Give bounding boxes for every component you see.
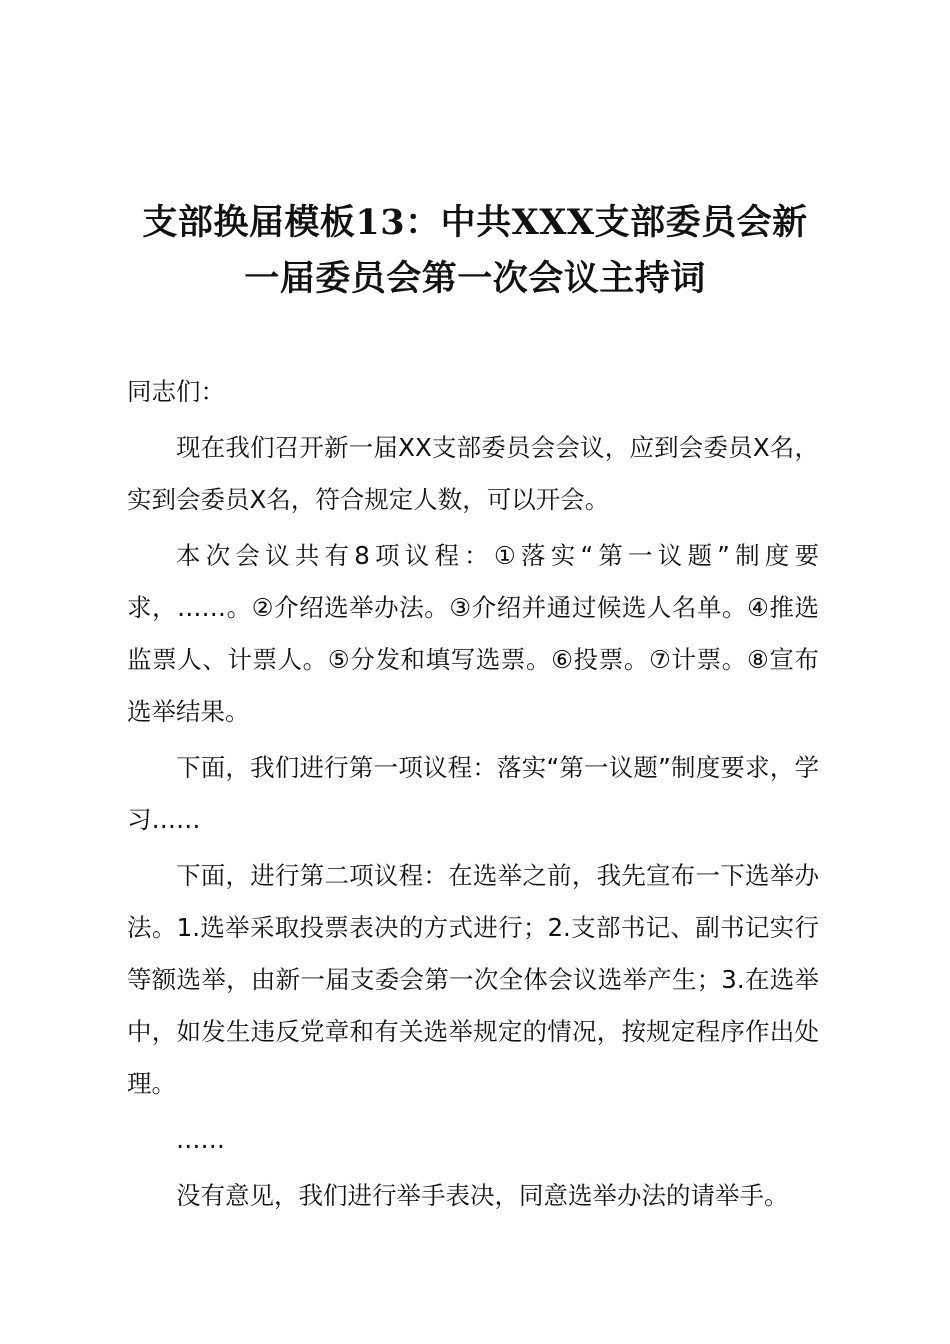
paragraph-item-one: 下面，我们进行第一项议程：落实“第一议题”制度要求，学习……: [127, 753, 819, 834]
document-title: [110, 195, 840, 307]
title-line-1: 支部换届模板13：中共XXX支部委员会新: [142, 202, 808, 243]
paragraph-agenda: 本次会议共有8项议程：①落实“第一议题”制度要求，……。②介绍选举办法。③介绍并通过候选人名单。④推选监票人、计票人。⑤分发和填写选票。⑥投票。⑦计票。⑧宣布选举结果。: [127, 541, 819, 726]
title-line-2: 一届委员会第一次会议主持词: [244, 258, 706, 299]
document-body: [127, 366, 819, 1222]
paragraph-ellipsis: ……: [176, 1125, 225, 1154]
paragraph-vote: 没有意见，我们进行举手表决，同意选举办法的请举手。: [176, 1181, 789, 1210]
paragraph-item-two: 下面，进行第二项议程：在选举之前，我先宣布一下选举办法。1.选举采取投票表决的方式进行；2.支部书记、副书记实行等额选举，由新一届支委会第一次全体会议选举产生；3.在选举中，如发生违反党章和有关选举规定的情况，按规定程序作出处理。: [127, 861, 819, 1098]
greeting: 同志们：: [127, 377, 225, 406]
paragraph-opening: 现在我们召开新一届XX支部委员会会议，应到会委员X名，实到会委员X名，符合规定人数，可以开会。: [127, 433, 819, 514]
